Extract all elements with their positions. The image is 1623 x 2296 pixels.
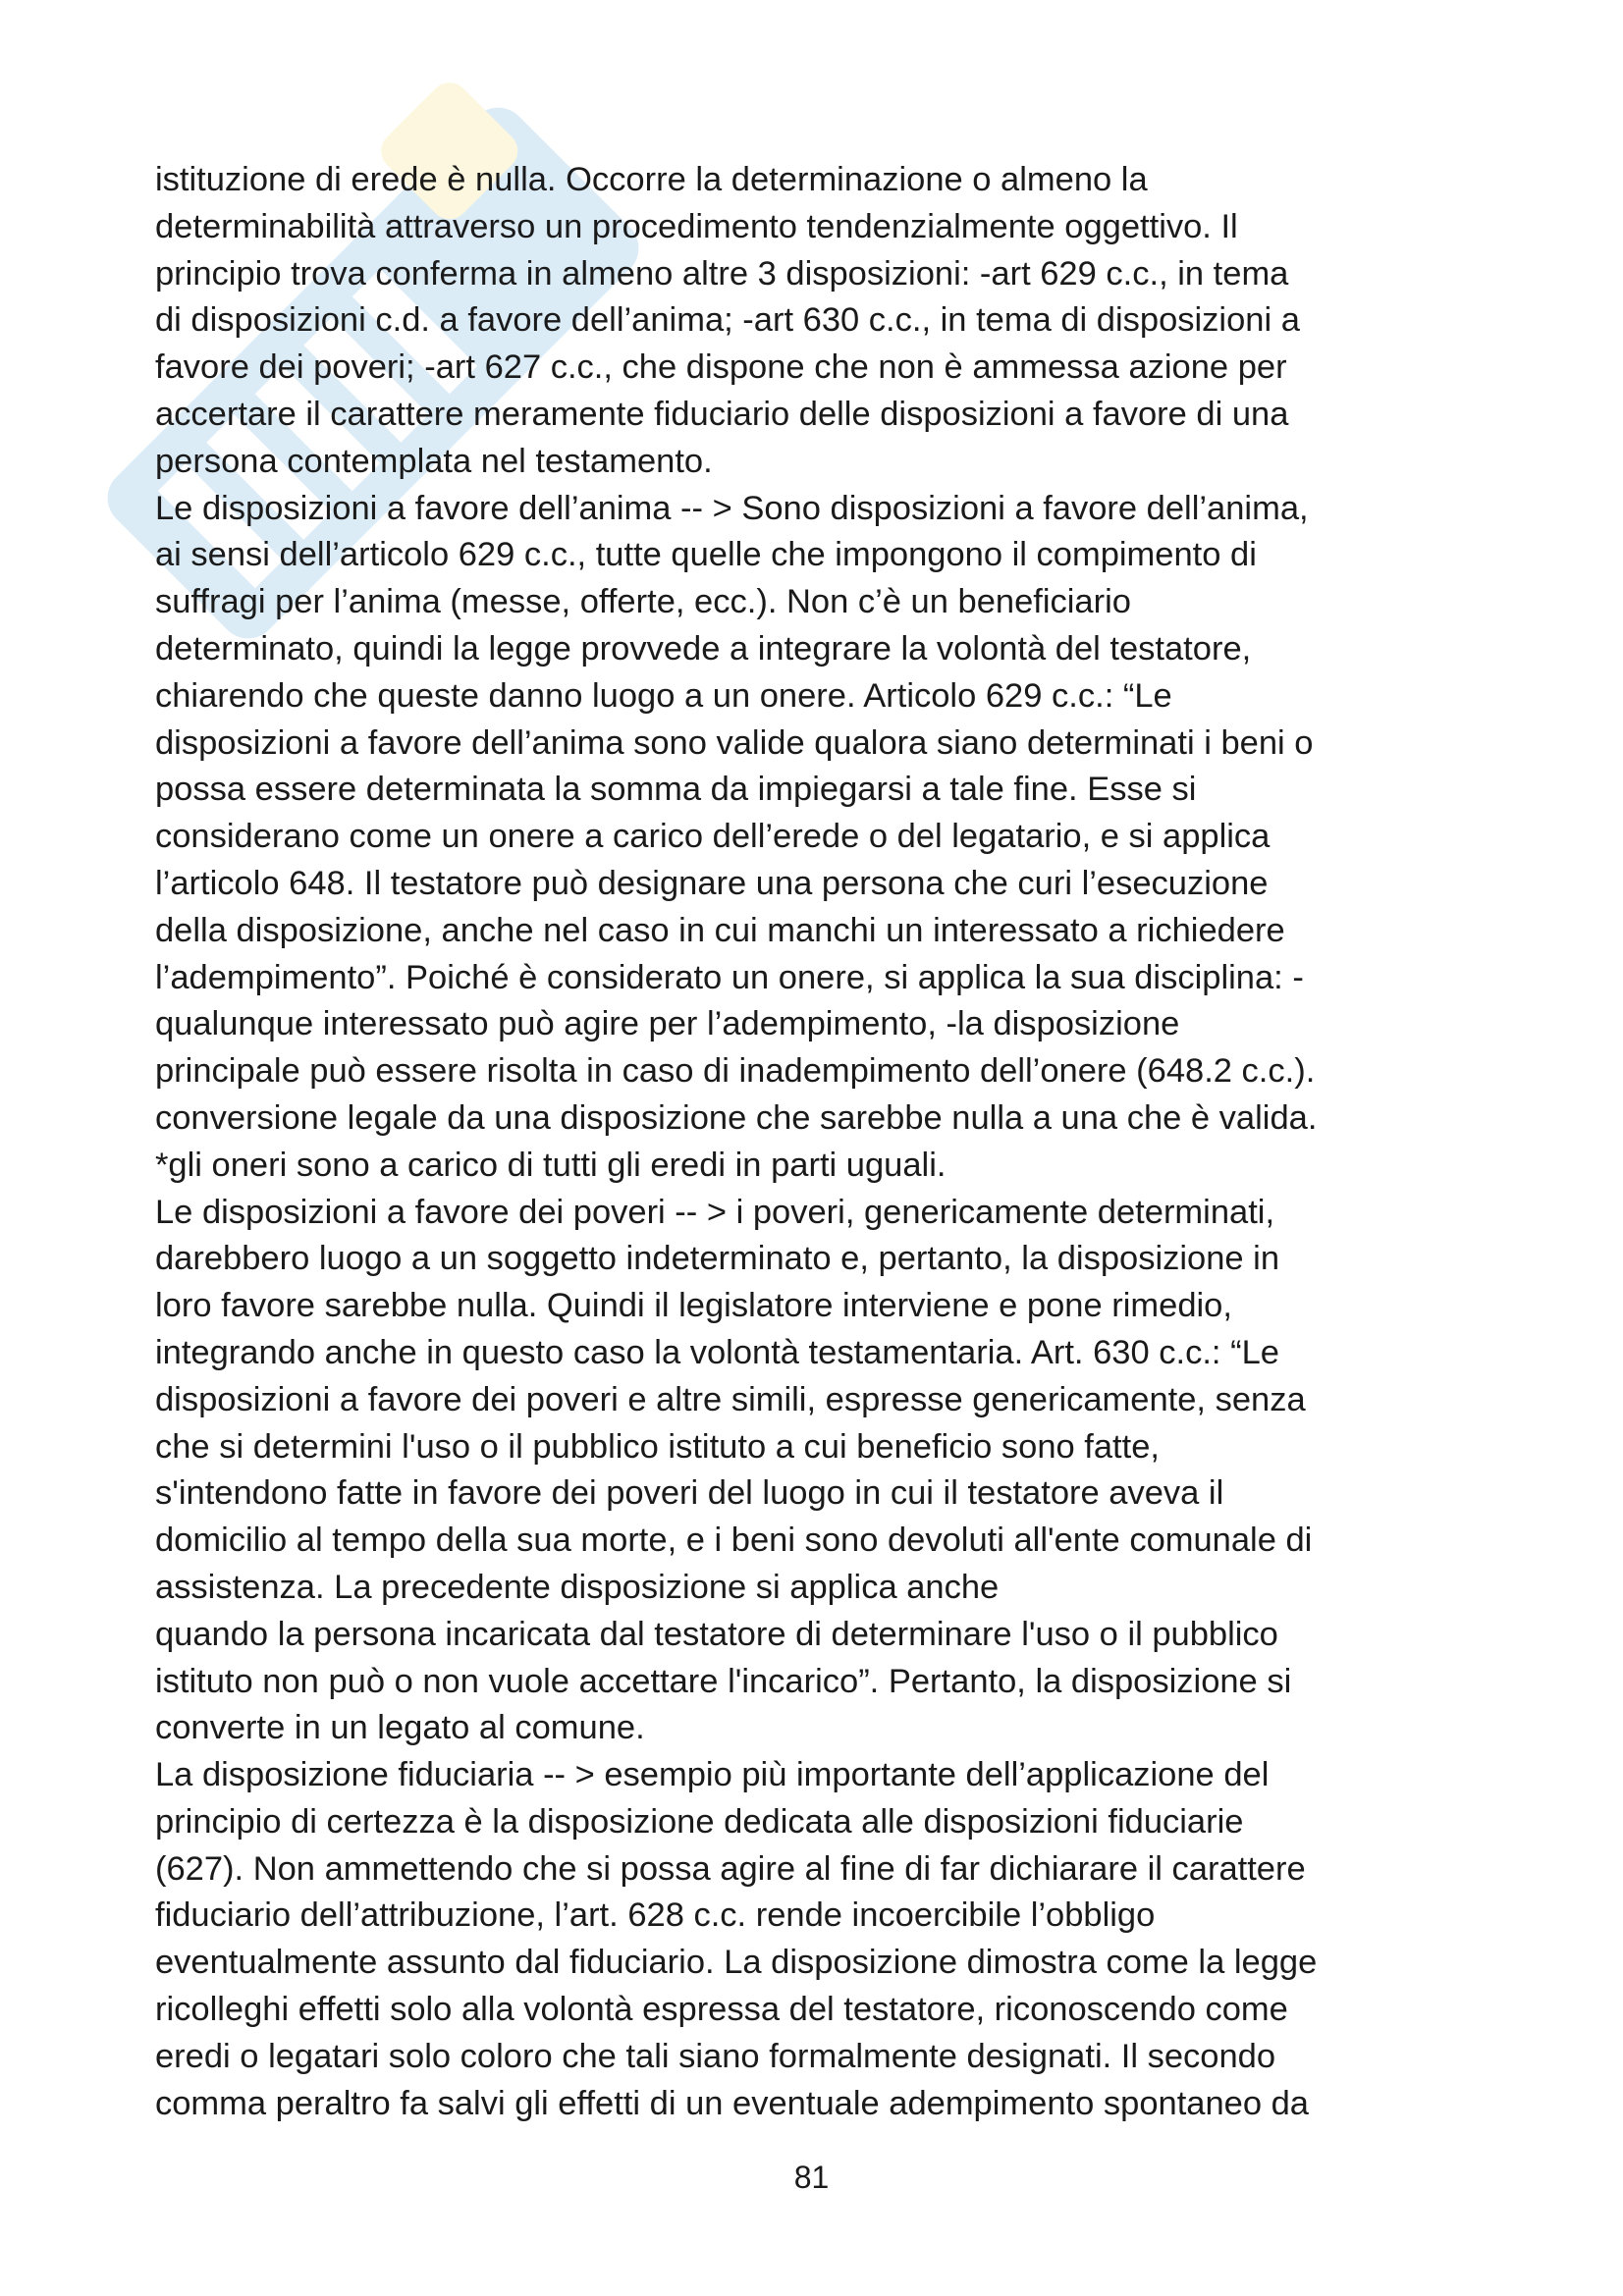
document-body [155, 157, 1481, 2127]
text-line: persona contemplata nel testamento. [155, 442, 713, 480]
text-line: *gli oneri sono a carico di tutti gli eredi in parti uguali. [155, 1146, 947, 1184]
text-line: l’articolo 648. Il testatore può designare una persona che curi l’esecuzione [155, 864, 1269, 902]
text-line: assistenza. La precedente disposizione si applica anche [155, 1568, 1000, 1606]
text-line: determinabilità attraverso un procedimento tendenzialmente oggettivo. Il [155, 207, 1238, 245]
text-line: darebbero luogo a un soggetto indeterminato e, pertanto, la disposizione in [155, 1240, 1280, 1278]
text-line: ai sensi dell’articolo 629 c.c., tutte quelle che impongono il compimento di [155, 536, 1257, 574]
text-line: favore dei poveri; -art 627 c.c., che dispone che non è ammessa azione per [155, 348, 1287, 387]
text-line: ricolleghi effetti solo alla volontà espressa del testatore, riconoscendo come [155, 1991, 1288, 2029]
text-line: s'intendono fatte in favore dei poveri del luogo in cui il testatore aveva il [155, 1474, 1224, 1513]
text-line: considerano come un onere a carico dell’erede o del legatario, e si applica [155, 818, 1271, 856]
text-line: eredi o legatari solo coloro che tali siano formalmente designati. Il secondo [155, 2037, 1276, 2075]
text-line: integrando anche in questo caso la volontà testamentaria. Art. 630 c.c.: “Le [155, 1333, 1279, 1371]
text-line: l’adempimento”. Poiché è considerato un onere, si applica la sua disciplina: - [155, 958, 1304, 996]
text-line: possa essere determinata la somma da impiegarsi a tale fine. Esse si [155, 771, 1197, 809]
text-line: domicilio al tempo della sua morte, e i beni sono devoluti all'ente comunale di [155, 1522, 1313, 1560]
text-line: principio trova conferma in almeno altre 3 disposizioni: -art 629 c.c., in tema [155, 254, 1289, 293]
section-heading-line: La disposizione fiduciaria -- > esempio più importante dell’applicazione del [155, 1756, 1270, 1794]
text-line: di disposizioni c.d. a favore dell’anima; -art 630 c.c., in tema di disposizioni a [155, 301, 1300, 340]
text-line: determinato, quindi la legge provvede a integrare la volontà del testatore, [155, 629, 1252, 667]
text-line: qualunque interessato può agire per l’adempimento, -la disposizione [155, 1005, 1180, 1043]
text-line: che si determini l'uso o il pubblico istituto a cui beneficio sono fatte, [155, 1427, 1160, 1466]
text-line: eventualmente assunto dal fiduciario. La disposizione dimostra come la legge [155, 1944, 1318, 1982]
text-line: accertare il carattere meramente fiduciario delle disposizioni a favore di una [155, 395, 1289, 433]
text-line: istituzione di erede è nulla. Occorre la determinazione o almeno la [155, 161, 1148, 198]
text-line: della disposizione, anche nel caso in cui manchi un interessato a richiedere [155, 911, 1285, 949]
page-number: 81 [793, 2160, 830, 2195]
text-line: disposizioni a favore dell’anima sono valide qualora siano determinati i beni o [155, 723, 1314, 762]
text-line: conversione legale da una disposizione che sarebbe nulla a una che è valida. [155, 1098, 1318, 1137]
text-line: chiarendo che queste danno luogo a un onere. Articolo 629 c.c.: “Le [155, 676, 1172, 715]
text-line: quando la persona incaricata dal testatore di determinare l'uso o il pubblico [155, 1615, 1278, 1653]
text-line: (627). Non ammettendo che si possa agire al fine di far dichiarare il carattere [155, 1849, 1306, 1888]
text-line: principale può essere risolta in caso di inadempimento dell’onere (648.2 c.c.). [155, 1052, 1316, 1091]
text-line: suffragi per l’anima (messe, offerte, ecc.). Non c’è un beneficiario [155, 583, 1131, 621]
text-line: converte in un legato al comune. [155, 1709, 645, 1747]
text-line: istituto non può o non vuole accettare l'incarico”. Pertanto, la disposizione si [155, 1662, 1292, 1700]
section-heading-line: Le disposizioni a favore dell’anima -- > Sono disposizioni a favore dell’anima, [155, 489, 1309, 527]
text-line: fiduciario dell’attribuzione, l’art. 628 c.c. rende incoercibile l’obbligo [155, 1896, 1156, 1935]
text-line: disposizioni a favore dei poveri e altre simili, espresse genericamente, senza [155, 1380, 1306, 1418]
text-line: principio di certezza è la disposizione dedicata alle disposizioni fiduciarie [155, 1802, 1244, 1841]
text-line: comma peraltro fa salvi gli effetti di un eventuale adempimento spontaneo da [155, 2084, 1309, 2122]
section-heading-line: Le disposizioni a favore dei poveri -- > i poveri, genericamente determinati, [155, 1193, 1275, 1231]
text-line: loro favore sarebbe nulla. Quindi il legislatore interviene e pone rimedio, [155, 1287, 1232, 1325]
